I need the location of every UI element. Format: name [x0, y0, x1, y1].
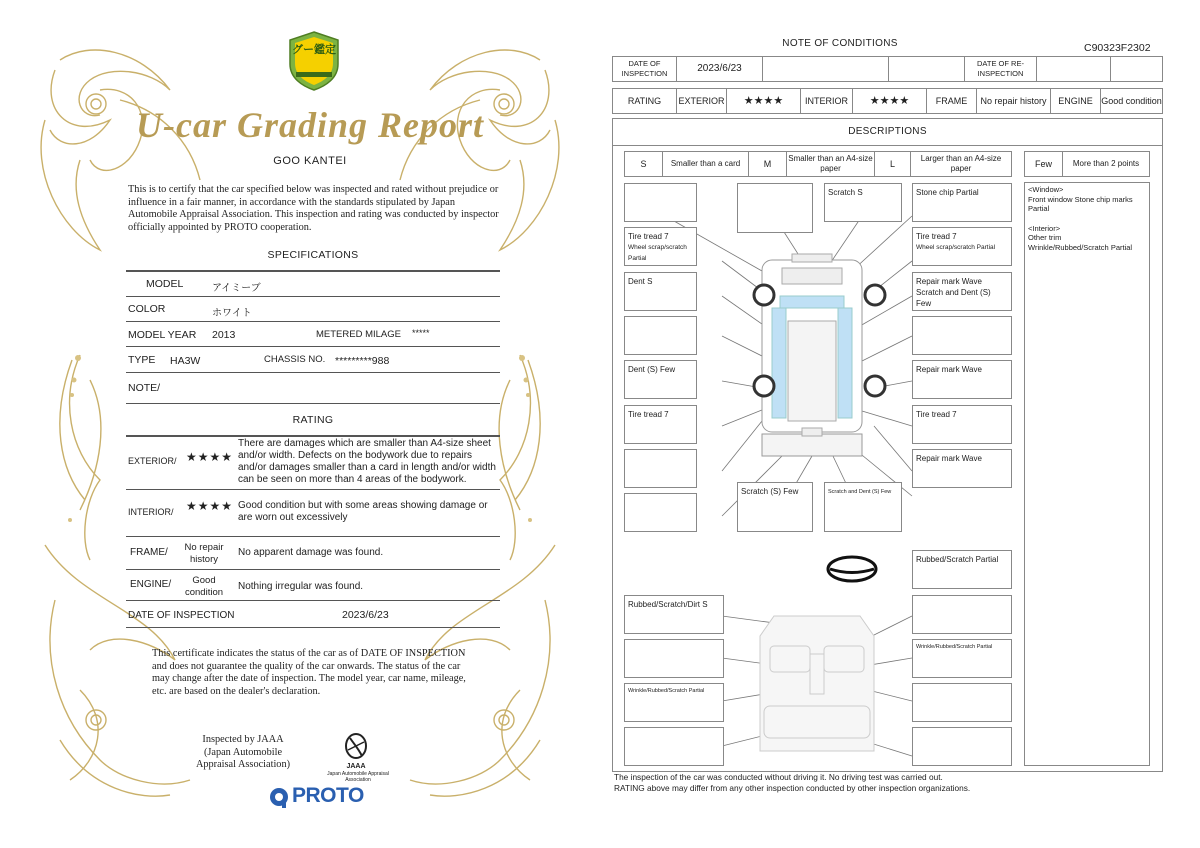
engine-value: Good condition [184, 575, 224, 598]
date-of-inspection-label: DATE OF INSPECTION [128, 610, 235, 621]
interior-box-right-1: Rubbed/Scratch Partial [912, 550, 1012, 589]
specifications-heading: SPECIFICATIONS [267, 249, 359, 261]
damage-box-left-8 [624, 493, 697, 532]
legend-s-desc: Smaller than a card [663, 152, 749, 176]
damage-box-left-3: Dent S [624, 272, 697, 311]
exterior-stars: ★★★★ [186, 450, 234, 464]
damage-detail: Wheel scrap/scratch Partial [916, 244, 996, 251]
divider [126, 536, 500, 537]
date-of-inspection-value: 2023/6/23 [677, 57, 763, 81]
certificate-footer: This certificate indicates the status of the car as of DATE OF INSPECTION and does not guarantee the quality of the car onwards. The status of the car may change after the date of inspection. The model year, car name, mileage, etc. are based on the dealer's declaration. [152, 648, 466, 697]
damage-box-right-2 [912, 227, 1012, 266]
note-label: NOTE/ [128, 382, 161, 394]
interior-note: Wrinkle/Rubbed/Scratch Partial [1028, 242, 1133, 252]
divider [126, 435, 500, 437]
model-label: MODEL [146, 278, 184, 290]
damage-box-right-5: Repair mark Wave [912, 360, 1012, 399]
damage-box-right-6: Tire tread 7 [912, 405, 1012, 444]
model-value: アイミーブ [212, 283, 261, 294]
proto-logo-text: PROTO [292, 784, 364, 807]
date-of-reinspection-value [1037, 57, 1111, 81]
divider [126, 270, 500, 272]
engine-label: ENGINE/ [130, 579, 172, 590]
damage-detail: Scratch and Dent (S) Few [916, 288, 991, 308]
legend-l-desc: Larger than an A4-size paper [920, 154, 1002, 173]
inspected-by: Inspected by JAAA (Japan Automobile Appraisal Association) [195, 734, 291, 771]
date-of-reinspection-label: DATE OF RE-INSPECTION [965, 57, 1037, 81]
interior-label: INTERIOR/ [128, 507, 174, 517]
inspection-dates-row [612, 56, 1163, 82]
divider [126, 403, 500, 404]
milage-value: ***** [412, 328, 430, 338]
damage-box-top-2 [737, 183, 813, 233]
damage-box-left-7 [624, 449, 697, 488]
divider [126, 569, 500, 570]
frame-label: FRAME/ [130, 547, 168, 558]
divider [126, 296, 500, 297]
damage-box-left-6: Tire tread 7 [624, 405, 697, 444]
exterior-label: EXTERIOR/ [128, 456, 177, 466]
interior-box-right-5 [912, 727, 1012, 766]
engine-label: ENGINE [1051, 89, 1101, 113]
interior-box-right-4 [912, 683, 1012, 722]
divider [126, 627, 500, 628]
interior-box-right-2 [912, 595, 1012, 634]
interior-box-left-4: Wrinkle/Rubbed/Scratch Partial [624, 683, 724, 722]
engine-description: Nothing irregular was found. [238, 581, 364, 592]
jaaa-logo-text: JAAA [346, 763, 366, 770]
descriptions-heading: DESCRIPTIONS [612, 118, 1163, 146]
engine-value: Good condition [1101, 96, 1162, 106]
chassis-label: CHASSIS NO. [264, 354, 326, 365]
damage-title: Tire tread 7 [628, 232, 669, 241]
legend-few: Few [1025, 152, 1063, 176]
legend-few-desc: More than 2 points [1072, 159, 1140, 168]
size-legend [624, 151, 1012, 177]
window-note: Front window Stone chip marks Partial [1028, 194, 1133, 213]
damage-box-left-5: Dent (S) Few [624, 360, 697, 399]
exterior-stars: ★★★★ [727, 89, 801, 113]
damage-box-front-left [624, 183, 697, 222]
type-value: HA3W [170, 355, 201, 367]
damage-box-bottom-2: Scratch (S) Few [737, 482, 813, 532]
goo-kantei-badge-icon [286, 30, 342, 92]
frame-value: No repair history [977, 89, 1051, 113]
damage-box-right-4 [912, 316, 1012, 355]
certificate-title: U-car Grading Report [135, 105, 484, 145]
jaaa-logo-icon [340, 730, 372, 766]
divider [126, 321, 500, 322]
legend-l: L [875, 152, 911, 176]
certificate-subtitle: GOO KANTEI [273, 155, 347, 167]
exterior-description: There are damages which are smaller than A4-size sheet and/or width. Defects on the bodywork due to repairs and/or damages smaller than a card in length and/or width can be seen on more than 4 areas of the bodywork. [238, 438, 496, 485]
damage-box-right-7: Repair mark Wave [912, 449, 1012, 488]
car-top-view-icon [754, 254, 885, 456]
interior-stars: ★★★★ [186, 499, 234, 513]
chassis-value: *********988 [335, 355, 390, 367]
rating-heading: RATING [292, 414, 334, 426]
damage-title: Repair mark Wave [916, 277, 982, 286]
interior-stars: ★★★★ [853, 89, 927, 113]
car-interior-view-icon [760, 616, 874, 751]
legend-s: S [625, 152, 663, 176]
noc-title: NOTE OF CONDITIONS [782, 38, 898, 49]
report-code: C90323F2302 [1084, 42, 1151, 54]
damage-box-right-3 [912, 272, 1012, 311]
steering-wheel-icon [828, 557, 876, 581]
divider [126, 346, 500, 347]
frame-label: FRAME [927, 89, 977, 113]
badge-text: グー鑑定 [292, 44, 336, 56]
model-year-value: 2013 [212, 329, 236, 341]
interior-box-left-2: Rubbed/Scratch/Dirt S [624, 595, 724, 634]
rating-row [612, 88, 1163, 114]
date-of-inspection-value: 2023/6/23 [342, 609, 389, 621]
color-label: COLOR [128, 303, 166, 315]
milage-label: METERED MILAGE [316, 329, 401, 340]
interior-subheading: Other trim [1028, 233, 1062, 242]
interior-label: INTERIOR [801, 89, 853, 113]
model-year-label: MODEL YEAR [128, 329, 197, 341]
certificate-intro: This is to certify that the car specified below was inspected and rated without prejudice or influence in a fair manner, in accordance with the standards stipulated by Japan Automobile Appraisal Association. This inspection and rating was conducted by inspector officially appointed by PROTO cooperation. [128, 184, 499, 233]
damage-box-bottom-3: Scratch and Dent (S) Few [824, 482, 902, 532]
interior-description: Good condition but with some areas showing damage or are worn out excessively [238, 500, 488, 523]
divider [126, 600, 500, 601]
damage-box-top-3: Scratch S [824, 183, 902, 222]
damage-box-left-4 [624, 316, 697, 355]
side-notes [1024, 182, 1150, 766]
damage-box-left-2 [624, 227, 697, 266]
frame-value: No repair history [184, 542, 224, 565]
footer-line-1: The inspection of the car was conducted without driving it. No driving test was carried out. [614, 772, 943, 782]
proto-logo-icon [268, 786, 290, 810]
divider [126, 372, 500, 373]
divider [126, 489, 500, 490]
window-heading: <Window> [1028, 185, 1064, 194]
color-value: ホワイト [212, 308, 252, 319]
rating-label: RATING [613, 89, 677, 113]
damage-detail: Wheel scrap/scratch Partial [628, 244, 687, 262]
legend-m: M [749, 152, 787, 176]
type-label: TYPE [128, 354, 156, 366]
interior-box-left-5 [624, 727, 724, 766]
interior-box-right-3: Wrinkle/Rubbed/Scratch Partial [912, 639, 1012, 678]
damage-box-right-1: Stone chip Partial [912, 183, 1012, 222]
damage-title: Tire tread 7 [916, 232, 957, 241]
footer-line-2: RATING above may differ from any other inspection conducted by other inspection organizations. [614, 783, 971, 793]
date-of-inspection-label: DATE OF INSPECTION [613, 57, 677, 81]
legend-m-desc: Smaller than an A4-size paper [787, 152, 875, 176]
few-legend [1024, 151, 1150, 177]
noc-footer [614, 772, 970, 794]
frame-description: No apparent damage was found. [238, 547, 384, 558]
exterior-label: EXTERIOR [677, 89, 727, 113]
jaaa-caption: Japan Automobile Appraisal Association [327, 771, 389, 783]
empty-cell [763, 57, 889, 81]
interior-heading: <Interior> [1028, 223, 1061, 233]
interior-box-left-3 [624, 639, 724, 678]
